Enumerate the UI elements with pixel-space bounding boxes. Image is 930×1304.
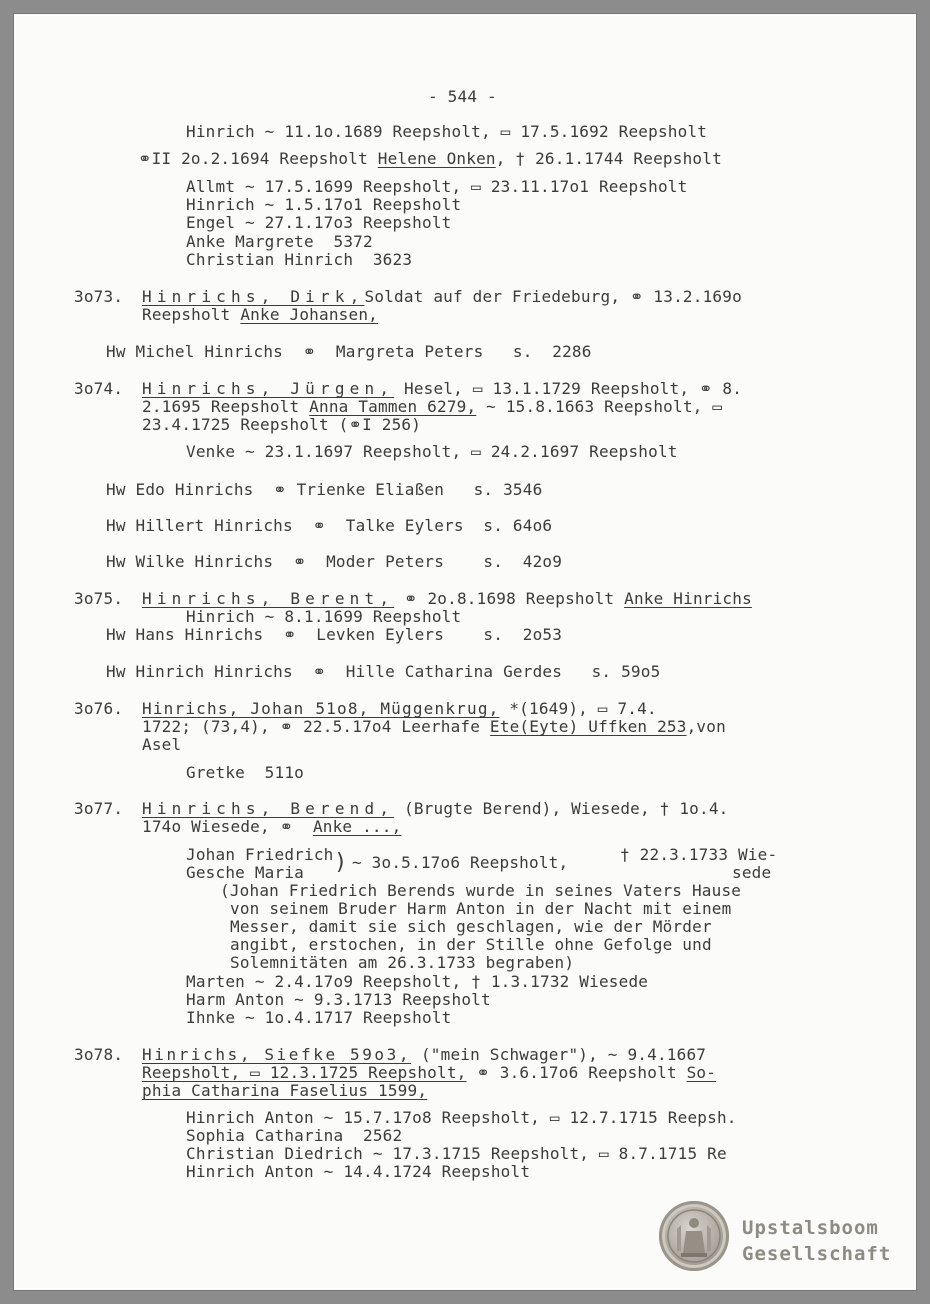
entry-text: Hesel, ▭ 13.1.1729 Reepsholt, ⚭ 8.	[394, 379, 743, 398]
entry-number: 3o77.	[74, 799, 124, 818]
child-line: Johan Friedrich	[186, 845, 334, 864]
page-number: - 544 -	[428, 87, 497, 106]
entry-name: Hinrichs, Jürgen,	[142, 379, 395, 398]
entry-head	[142, 800, 729, 818]
entry-line: Asel	[142, 735, 182, 754]
hw-line: Hw Edo Hinrichs ⚭ Trienke Eliaßen s. 3546	[106, 480, 543, 499]
child-line: Anke Margrete 5372	[186, 232, 373, 251]
spouse-name: Helene Onken	[377, 149, 496, 168]
child-line: † 22.3.1733 Wie-	[620, 845, 778, 864]
hw-line: Hw Hans Hinrichs ⚭ Levken Eylers s. 2o53	[106, 625, 563, 644]
entry-text: Soldat auf der Friedeburg, ⚭ 13.2.169o	[364, 287, 742, 306]
entry-line	[142, 1064, 716, 1082]
hw-line: Hw Hinrich Hinrichs ⚭ Hille Catharina Gerdes s. 59o5	[106, 662, 661, 681]
document-page	[14, 14, 916, 1290]
child-line: ~ 3o.5.17o6 Reepsholt,	[352, 853, 569, 872]
entry-head	[142, 700, 657, 718]
spouse-name: Ete(Eyte) Uffken 253	[489, 717, 687, 736]
note-line: (Johan Friedrich Berends wurde in seines Vaters Hause	[220, 881, 742, 900]
spouse-name: Anke Hinrichs	[624, 589, 752, 608]
brace: )	[334, 850, 348, 875]
entry-head	[142, 288, 742, 306]
entry-number: 3o78.	[74, 1045, 124, 1064]
note-line: Messer, damit sie sich geschlagen, wie der Mörder	[230, 917, 712, 936]
entry-number: 3o73.	[74, 287, 124, 306]
child-line: Harm Anton ~ 9.3.1713 Reepsholt	[186, 990, 491, 1009]
spouse-name: Anke ...,	[312, 817, 402, 836]
logo-line-2: Gesellschaft	[742, 1243, 892, 1265]
child-line: sede	[732, 863, 772, 882]
entry-name: Hinrichs, Siefke 59o3,	[142, 1045, 412, 1064]
entry-text: ("mein Schwager"), ~ 9.4.1667	[411, 1045, 707, 1064]
child-line: Allmt ~ 17.5.1699 Reepsholt, ▭ 23.11.17o1 Reepsholt	[186, 177, 688, 196]
child-line: Hinrich Anton ~ 14.4.1724 Reepsholt	[186, 1162, 531, 1181]
child-line: Christian Diedrich ~ 17.3.1715 Reepsholt, ▭ 8.7.1715 Re	[186, 1144, 727, 1163]
entry-head	[142, 380, 742, 398]
entry-line	[142, 818, 401, 836]
entry-name: Hinrichs, Dirk,	[142, 287, 365, 306]
spouse-name: So-	[686, 1063, 717, 1082]
spouse-name: Anke Johansen,	[240, 305, 378, 324]
child-line: Gretke 511o	[186, 763, 304, 782]
child-line: Hinrich ~ 8.1.1699 Reepsholt	[186, 607, 462, 626]
entry-text: (Brugte Berend), Wiesede, † 1o.4.	[394, 799, 729, 818]
entry-line: 23.4.1725 Reepsholt (⚭I 256)	[142, 415, 422, 434]
note-line: angibt, erstochen, in der Stille ohne Gefolge und	[230, 935, 712, 954]
entry-text: ~ 15.8.1663 Reepsholt, ▭	[476, 397, 723, 416]
entry-name: Hinrichs, Berend,	[142, 799, 395, 818]
seal-figure-icon	[659, 1201, 729, 1271]
entry-text: *(1649), ▭ 7.4.	[499, 699, 657, 718]
child-line: Venke ~ 23.1.1697 Reepsholt, ▭ 24.2.1697 Reepsholt	[186, 442, 678, 461]
entry-text: ⚭ 3.6.17o6 Reepsholt	[466, 1063, 687, 1082]
entry-number: 3o74.	[74, 379, 124, 398]
entry-head	[142, 590, 752, 608]
entry-text: ,von	[686, 717, 726, 736]
entry-line	[142, 718, 726, 736]
entry-text: Reepsholt, ▭ 12.3.1725 Reepsholt,	[142, 1063, 467, 1082]
entry-text: 1722; (73,4), ⚭ 22.5.17o4 Leerhafe	[142, 717, 490, 736]
entry-line	[142, 306, 378, 324]
child-line: Hinrich Anton ~ 15.7.17o8 Reepsholt, ▭ 12.7.1715 Reepsh.	[186, 1108, 737, 1127]
marriage-text: , † 26.1.1744 Reepsholt	[495, 149, 722, 168]
child-line: Hinrich ~ 11.1o.1689 Reepsholt, ▭ 17.5.1692 Reepsholt	[186, 122, 708, 141]
seal-logo-icon	[659, 1201, 729, 1271]
note-line: Solemnitäten am 26.3.1733 begraben)	[230, 953, 575, 972]
entry-text: 2.1695 Reepsholt	[142, 397, 310, 416]
child-line: Marten ~ 2.4.17o9 Reepsholt, † 1.3.1732 Wiesede	[186, 972, 649, 991]
child-line: Ihnke ~ 1o.4.1717 Reepsholt	[186, 1008, 452, 1027]
entry-text: Reepsholt	[142, 305, 241, 324]
child-line: Gesche Maria	[186, 863, 304, 882]
spouse-name: phia Catharina Faselius 1599,	[142, 1081, 428, 1100]
entry-line	[142, 398, 722, 416]
entry-name: Hinrichs, Johan 51o8, Müggenkrug,	[142, 699, 500, 718]
note-line: von seinem Bruder Harm Anton in der Nacht mit einem	[230, 899, 732, 918]
entry-head	[142, 1046, 706, 1064]
child-line: Sophia Catharina 2562	[186, 1126, 403, 1145]
entry-number: 3o76.	[74, 699, 124, 718]
marriage-line	[138, 150, 722, 168]
hw-line: Hw Michel Hinrichs ⚭ Margreta Peters s. 2286	[106, 342, 592, 361]
entry-line	[142, 1082, 427, 1100]
entry-text: ⚭ 2o.8.1698 Reepsholt	[394, 589, 625, 608]
hw-line: Hw Wilke Hinrichs ⚭ Moder Peters s. 42o9	[106, 552, 563, 571]
spouse-name: Anna Tammen 6279,	[309, 397, 477, 416]
logo-line-1: Upstalsboom	[742, 1217, 879, 1239]
entry-number: 3o75.	[74, 589, 124, 608]
child-line: Christian Hinrich 3623	[186, 250, 413, 269]
entry-name: Hinrichs, Berent,	[142, 589, 395, 608]
marriage-text: ⚭II 2o.2.1694 Reepsholt	[138, 149, 378, 168]
child-line: Hinrich ~ 1.5.17o1 Reepsholt	[186, 195, 462, 214]
hw-line: Hw Hillert Hinrichs ⚭ Talke Eylers s. 64o6	[106, 516, 553, 535]
child-line: Engel ~ 27.1.17o3 Reepsholt	[186, 213, 452, 232]
entry-text: 174o Wiesede, ⚭	[142, 817, 313, 836]
